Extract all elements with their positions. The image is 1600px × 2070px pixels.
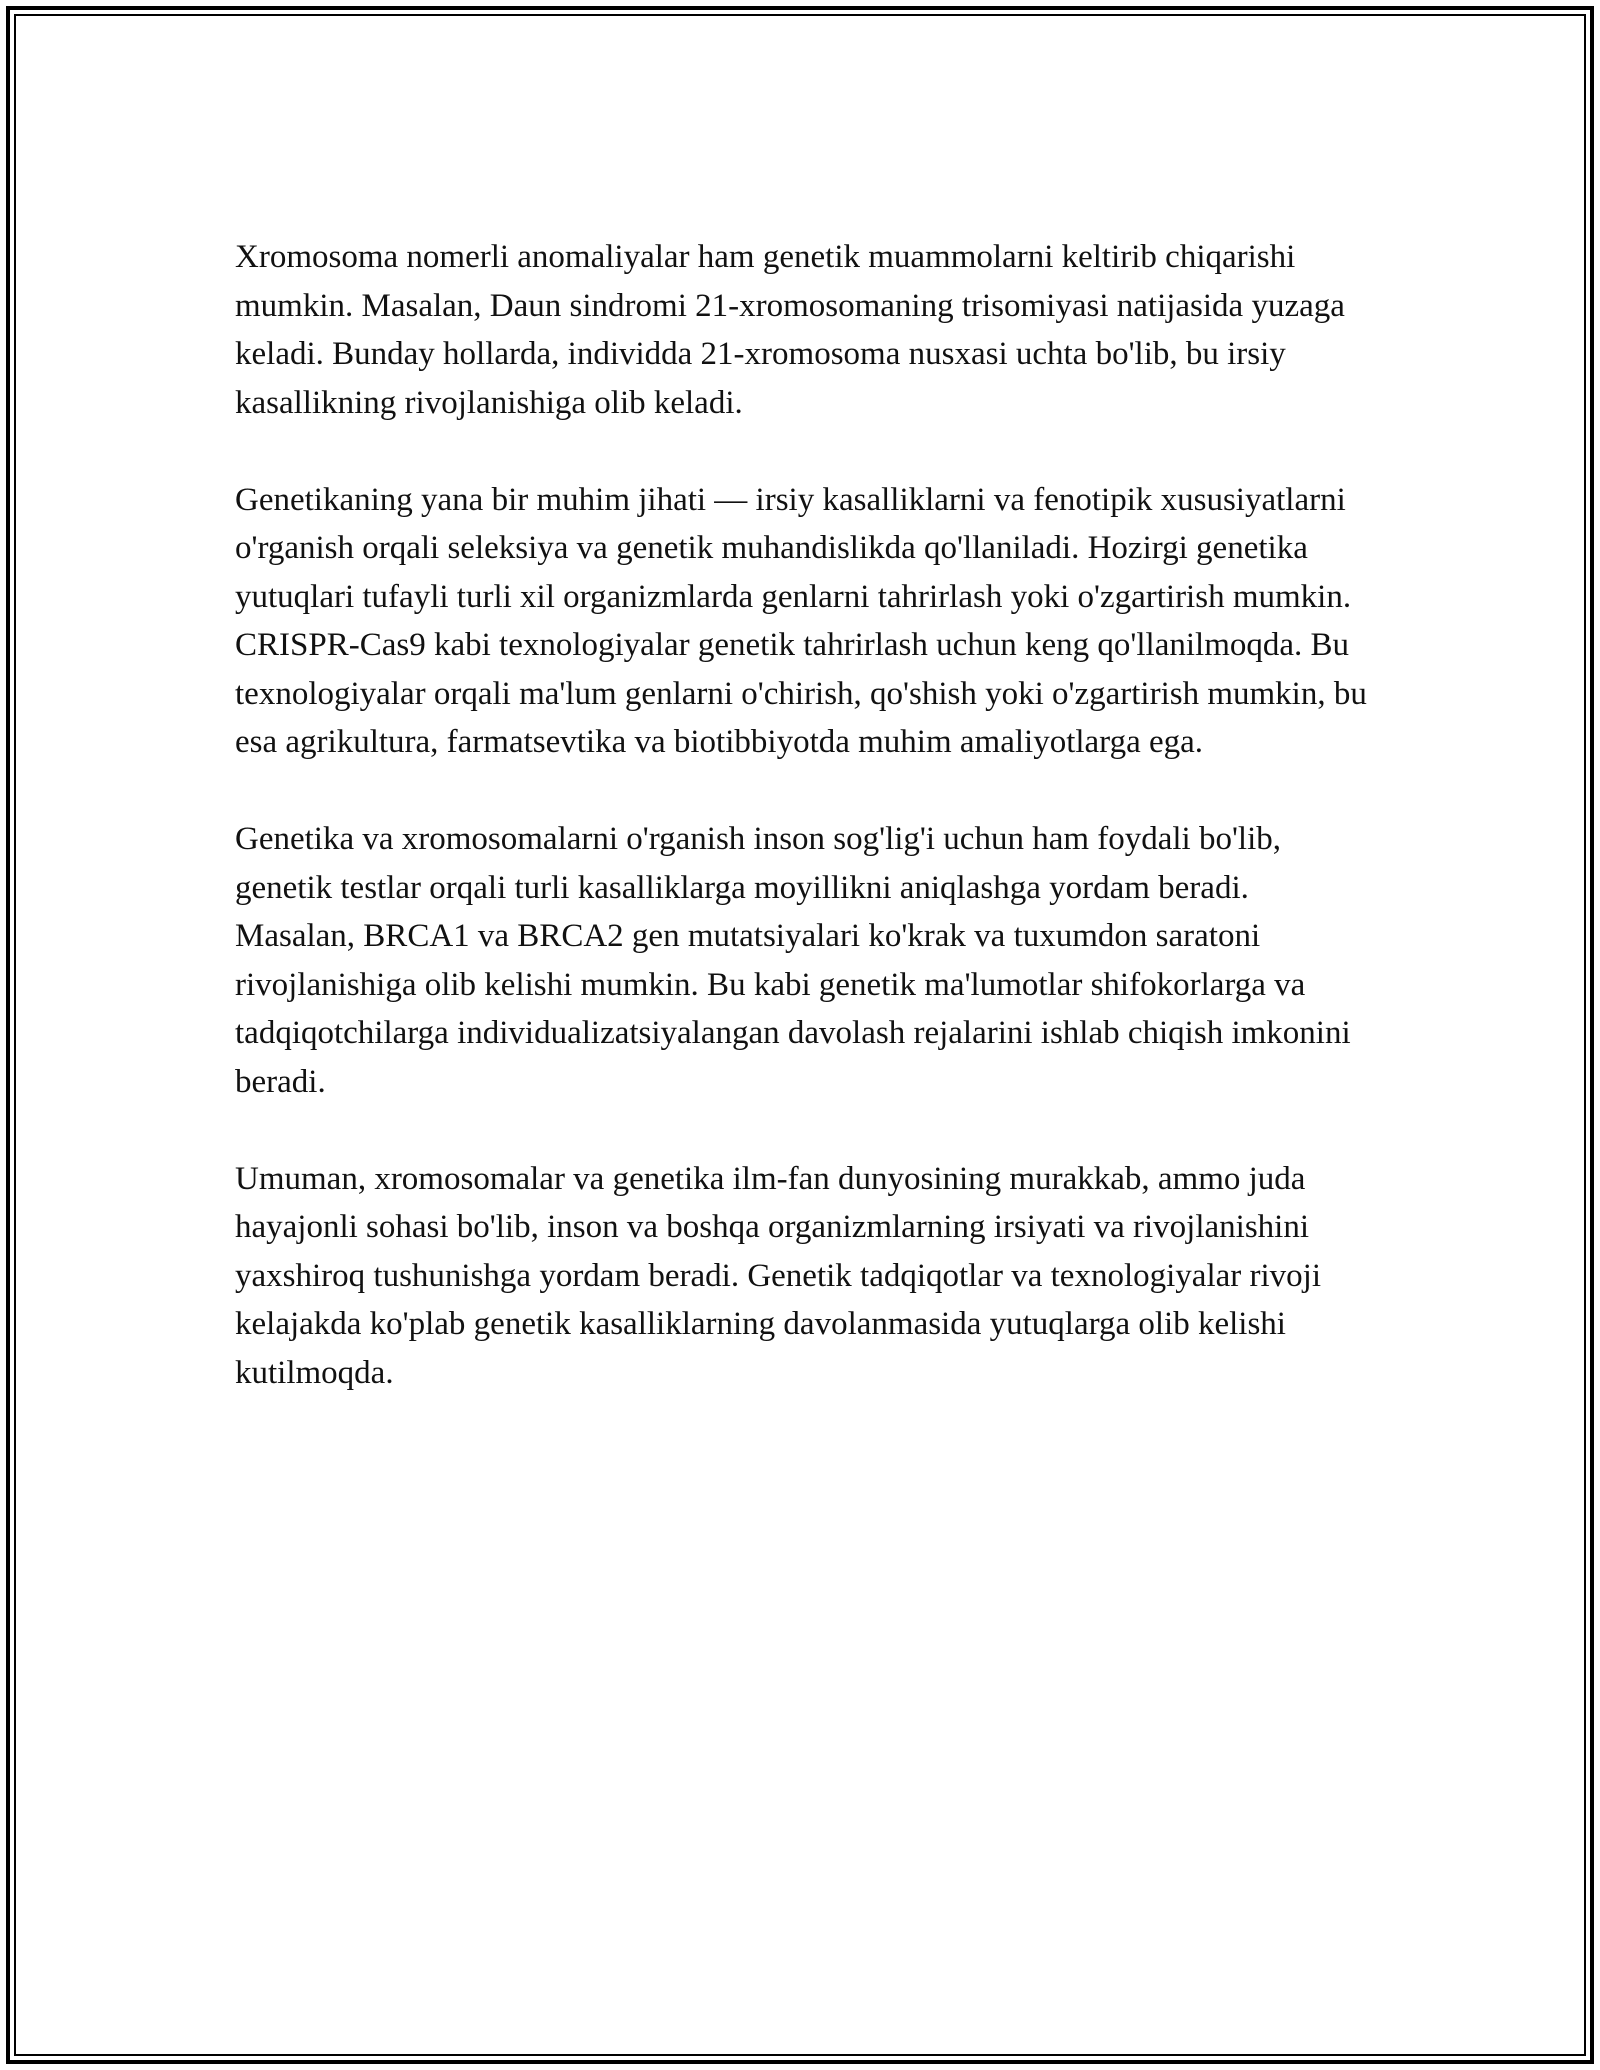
paragraph: Xromosoma nomerli anomaliyalar ham genetik muammolarni keltirib chiqarishi mumkin. Masalan, Daun sindromi 21-xromosomaning trisomiyasi natijasida yuzaga keladi. Bunday hollarda, individda 21-xromosoma nusxasi uchta bo'lib, bu irsiy kasallikning rivojlanishiga olib keladi.	[235, 239, 1345, 421]
paragraph: Umuman, xromosomalar va genetika ilm-fan dunyosining murakkab, ammo juda hayajonli sohasi bo'lib, inson va boshqa organizmlarning irsiyati va rivojlanishini yaxshiroq tushunishga yordam beradi. Genetik tadqiqotlar va texnologiyalar rivoji kelajakda ko'plab genetik kasalliklarning davolanmasida yutuqlarga olib kelishi kutilmoqda.	[235, 1160, 1321, 1391]
document-body	[235, 233, 1375, 1446]
paragraph: Genetika va xromosomalarni o'rganish inson sog'lig'i uchun ham foydali bo'lib, genetik testlar orqali turli kasalliklarga moyillikni aniqlashga yordam beradi. Masalan, BRCA1 va BRCA2 gen mutatsiyalari ko'krak va tuxumdon saratoni rivojlanishiga olib kelishi mumkin. Bu kabi genetik ma'lumotlar shifokorlarga va tadqiqotchilarga individualizatsiyalangan davolash rejalarini ishlab chiqish imkonini beradi.	[235, 821, 1351, 1100]
paragraph: Genetikaning yana bir muhim jihati — irsiy kasalliklarni va fenotipik xususiyatlarni o'rganish orqali seleksiya va genetik muhandislikda qo'llaniladi. Hozirgi genetika yutuqlari tufayli turli xil organizmlarda genlarni tahrirlash yoki o'zgartirish mumkin. CRISPR-Cas9 kabi texnologiyalar genetik tahrirlash uchun keng qo'llanilmoqda. Bu texnologiyalar orqali ma'lum genlarni o'chirish, qo'shish yoki o'zgartirish mumkin, bu esa agrikultura, farmatsevtika va biotibbiyotda muhim amaliyotlarga ega.	[235, 481, 1367, 760]
